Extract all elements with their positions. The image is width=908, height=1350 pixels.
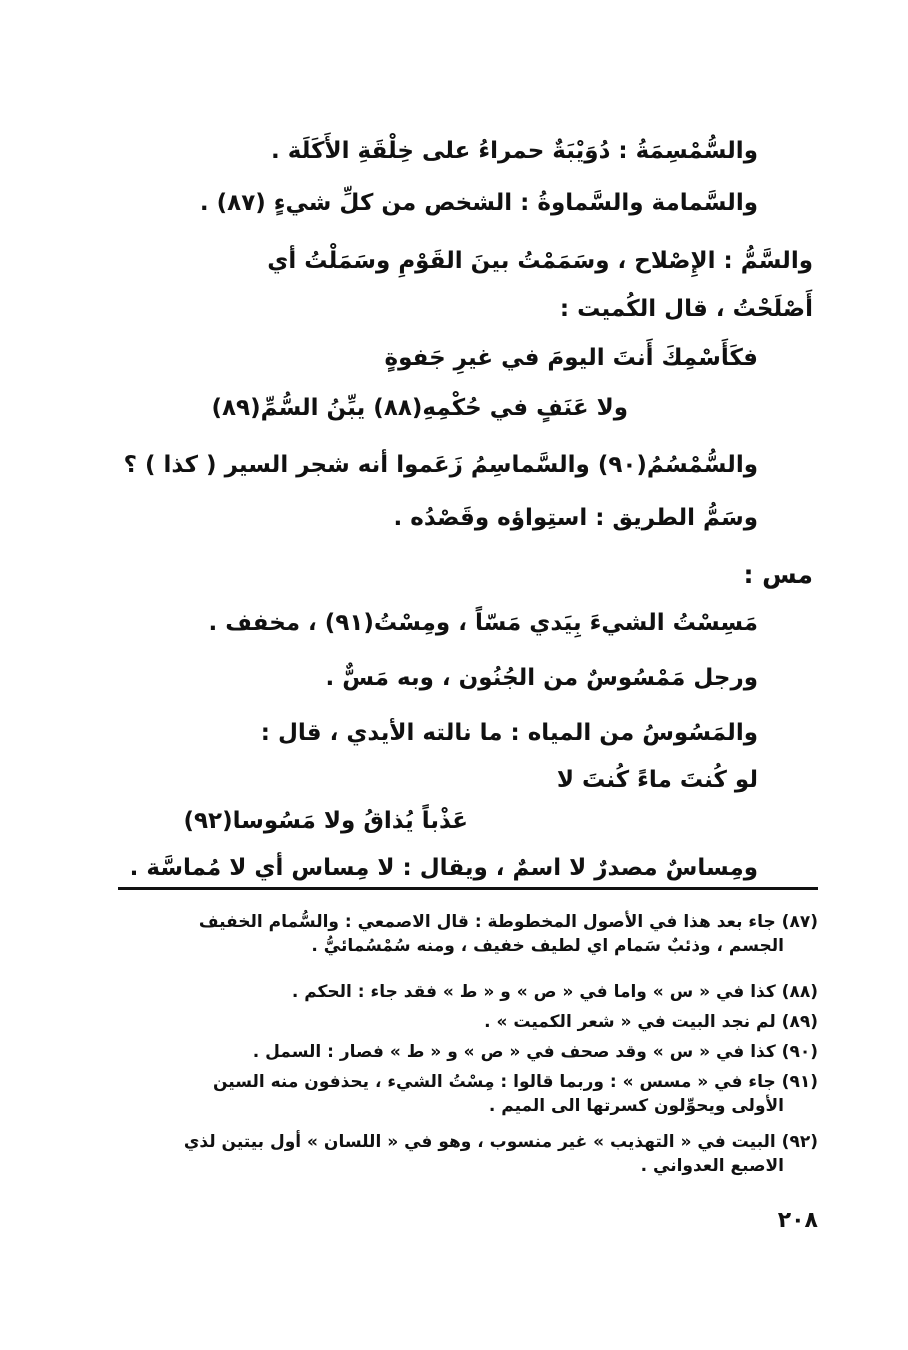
footnote — [118, 1040, 818, 1064]
footnote — [118, 980, 818, 1004]
footnote-text: الجسم ، وذئبٌ سَمام اي لطيف خفيف ، ومنه سُمْسُمائيُّ . — [311, 936, 784, 956]
footnote-text: جاء في « مسس » : وربما قالوا : مِسْتُ الشيء ، يحذفون منه السين — [212, 1072, 776, 1092]
footnote-text: البيت في « التهذيب » غير منسوب ، وهو في « اللسان » أول بيتين لذي — [183, 1132, 776, 1152]
footnote — [118, 910, 818, 958]
footnote-text: لم نجد البيت في « شعر الكميت » . — [484, 1012, 776, 1032]
text-line: والسَّمُّ : الإِصْلاح ، وسَمَمْتُ بينَ القَوْمِ وسَمَلْتُ أي — [267, 248, 813, 274]
footnote-number: (٨٩) — [781, 1012, 818, 1032]
footnote-number: (٩٢) — [781, 1132, 818, 1152]
verse-line: عَذْباً يُذاقُ ولا مَسُوسا(٩٢) — [183, 808, 468, 834]
text-line: أَصْلَحْتُ ، قال الكُميت : — [559, 296, 813, 322]
verse-line: ولا عَنَفٍ في حُكْمِهِ(٨٨) يبِّنُ السُّمِّ(٨٩) — [211, 395, 628, 421]
footnote-text: جاء بعد هذا في الأصول المخطوطة : قال الاصمعي : والسُّمام الخفيف — [198, 912, 776, 932]
text-line: مَسِسْتُ الشيءَ بِيَدي مَسّاً ، ومِسْتُ(٩١) ، مخفف . — [208, 610, 758, 636]
footnote-text: كذا في « س » واما في « ص » و « ط » فقد جاء : الحكم . — [291, 982, 776, 1002]
footnote — [118, 1010, 818, 1034]
text-line: والسَّمامة والسَّماوةُ : الشخص من كلِّ شيءٍ (٨٧) . — [199, 190, 758, 216]
entry-heading: مس : — [743, 560, 813, 589]
footnote-number: (٨٨) — [781, 982, 818, 1002]
text-line: وسَمُّ الطريق : استِواؤه وقَصْدُه . — [393, 505, 758, 531]
footnote — [118, 1130, 818, 1178]
text-line: والسُّمْسُمُ(٩٠) والسَّماسِمُ زَعَموا أنه شجر السير ( كذا ) ؟ — [123, 452, 758, 478]
footnote-divider — [118, 887, 818, 890]
footnote — [118, 1070, 818, 1118]
text-line: والسُّمْسِمَةُ : دُوَيْبَةٌ حمراءُ على خِلْقَةِ الأَكَلَة . — [271, 138, 758, 164]
verse-line: فكَأَسْمِكَ أَنتَ اليومَ في غيرِ جَفوةٍ — [384, 345, 758, 371]
text-line: ورجل مَمْسُوسٌ من الجُنُون ، وبه مَسٌّ . — [325, 665, 758, 691]
footnote-text: الاصبع العدواني . — [640, 1156, 784, 1176]
text-line: ومِساسٌ مصدرٌ لا اسمٌ ، ويقال : لا مِساس أي لا مُماسَّة . — [129, 855, 758, 881]
verse-line: لو كُنتَ ماءً كُنتَ لا — [556, 767, 758, 793]
page-number: ٢٠٨ — [777, 1208, 818, 1233]
text-line: والمَسُوسُ من المياه : ما نالته الأيدي ، قال : — [260, 720, 758, 746]
footnote-number: (٩١) — [781, 1072, 818, 1092]
footnote-number: (٩٠) — [781, 1042, 818, 1062]
footnote-text: كذا في « س » وقد صحف في « ص » و « ط » فصار : السمل . — [252, 1042, 776, 1062]
footnote-text: الأولى ويحوِّلون كسرتها الى الميم . — [488, 1096, 784, 1116]
footnote-number: (٨٧) — [781, 912, 818, 932]
